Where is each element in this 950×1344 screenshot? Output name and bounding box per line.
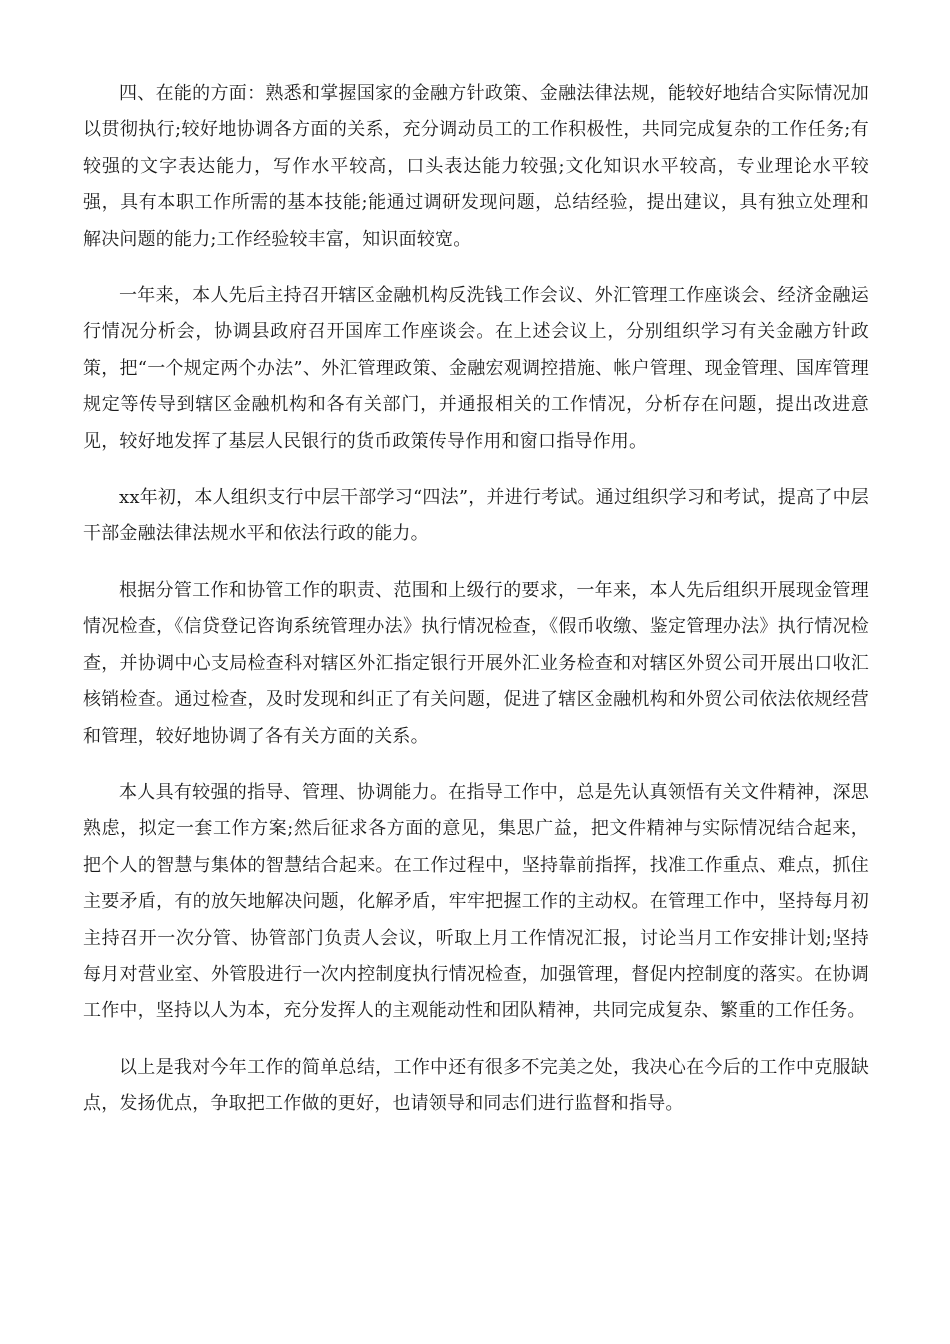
paragraph-study: xx年初，本人组织支行中层干部学习“四法”，并进行考试。通过组织学习和考试，提高了中层干部金融法律法规水平和依法行政的能力。 (83, 487, 869, 545)
paragraph-management: 本人具有较强的指导、管理、协调能力。在指导工作中，总是先认真领悟有关文件精神，深思熟虑，拟定一套工作方案;然后征求各方面的意见，集思广益，把文件精神与实际情况结合起来，把个人的智慧与集体的智慧结合起来。在工作过程中，坚持靠前指挥，找准工作重点、难点，抓住主要矛盾，有的放矢地解决问题，化解矛盾，牢牢把握工作的主动权。在管理工作中，坚持每月初主持召开一次分管、协管部门负责人会议，听取上月工作情况汇报，讨论当月工作安排计划;坚持每月对营业室、外管股进行一次内控制度执行情况检查，加强管理，督促内控制度的落实。在协调工作中，坚持以人为本，充分发挥人的主观能动性和团队精神，共同完成复杂、繁重的工作任务。 (83, 781, 869, 1022)
paragraph-ability: 四、在能的方面：熟悉和掌握国家的金融方针政策、金融法律法规，能较好地结合实际情况加以贯彻执行;较好地协调各方面的关系，充分调动员工的工作积极性，共同完成复杂的工作任务;有较强的文字表达能力，写作水平较高，口头表达能力较强;文化知识水平较高，专业理论水平较强，具有本职工作所需的基本技能;能通过调研发现问题，总结经验，提出建议，具有独立处理和解决问题的能力;工作经验较丰富，知识面较宽。 (83, 83, 869, 250)
paragraph-meetings: 一年来，本人先后主持召开辖区金融机构反洗钱工作会议、外汇管理工作座谈会、经济金融运行情况分析会，协调县政府召开国库工作座谈会。在上述会议上，分别组织学习有关金融方针政策，把“一个规定两个办法”、外汇管理政策、金融宏观调控措施、帐户管理、现金管理、国库管理规定等传导到辖区金融机构和各有关部门，并通报相关的工作情况，分析存在问题，提出改进意见，较好地发挥了基层人民银行的货币政策传导作用和窗口指导作用。 (83, 285, 869, 452)
paragraph-conclusion: 以上是我对今年工作的简单总结，工作中还有很多不完美之处，我决心在今后的工作中克服缺点，发扬优点，争取把工作做的更好，也请领导和同志们进行监督和指导。 (83, 1056, 869, 1115)
paragraph-inspections: 根据分管工作和协管工作的职责、范围和上级行的要求，一年来，本人先后组织开展现金管理情况检查，《信贷登记咨询系统管理办法》执行情况检查，《假币收缴、鉴定管理办法》执行情况检查，并协调中心支局检查科对辖区外汇指定银行开展外汇业务检查和对辖区外贸公司开展出口收汇核销检查。通过检查，及时发现和纠正了有关问题，促进了辖区金融机构和外贸公司依法依规经营和管理，较好地协调了各有关方面的关系。 (83, 579, 869, 747)
document-body (83, 76, 869, 1143)
